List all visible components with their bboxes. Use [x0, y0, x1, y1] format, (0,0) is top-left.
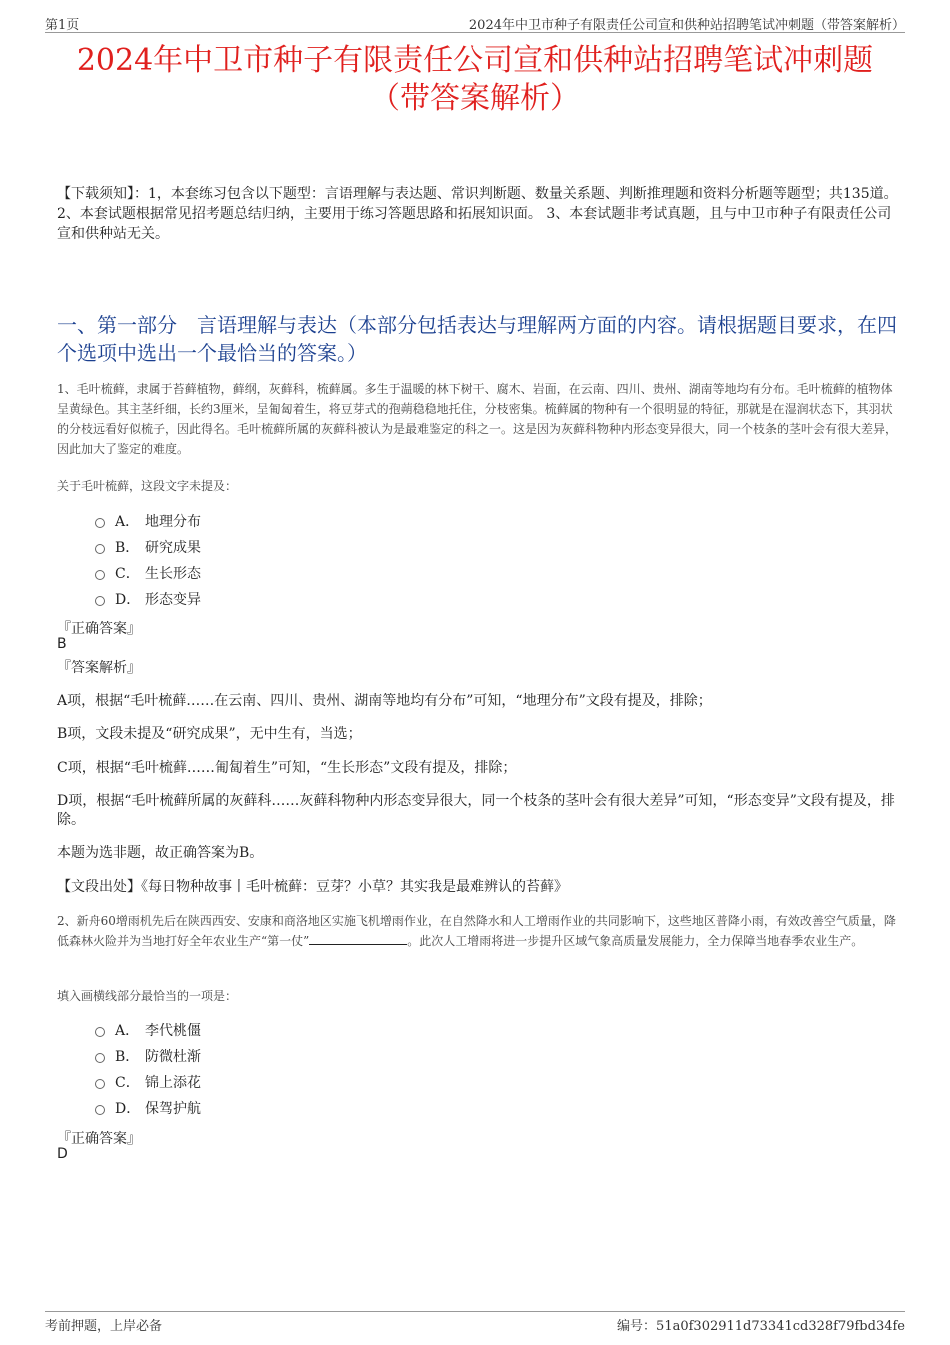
q1-analysis-b: B项，文段未提及“研究成果”，无中生有，当选； — [57, 726, 362, 742]
radio-icon[interactable] — [95, 596, 105, 606]
q1-option-a[interactable]: A． 地理分布 — [95, 508, 201, 534]
radio-icon[interactable] — [95, 518, 105, 528]
page-number: 第1页 — [45, 18, 80, 33]
footer-slogan: 考前押题，上岸必备 — [45, 1319, 163, 1334]
q1-analysis-a: A项，根据“毛叶梳藓……在云南、四川、贵州、湖南等地均有分布”可知，“地理分布”文段有提及，排除； — [57, 693, 712, 709]
q1-answer-label: 『正确答案』 — [57, 621, 141, 637]
question-2-prompt: 填入画横线部分最恰当的一项是： — [57, 989, 238, 1003]
question-1-options — [95, 508, 201, 612]
question-1-prompt: 关于毛叶梳藓，这段文字未提及： — [57, 479, 238, 493]
q1-source: 【文段出处】《每日物种故事丨毛叶梳藓：豆芽？小草？其实我是最难辨认的苔藓》 — [57, 879, 568, 895]
title-line-2: （带答案解析） — [370, 81, 580, 116]
radio-icon[interactable] — [95, 544, 105, 554]
download-notice: 【下载须知】：1，本套练习包含以下题型：言语理解与表达题、常识判断题、数量关系题、判断推理题和资料分析题等题型；共135道。 2、本套试题根据常见招考题总结归纳，主要用于练习答题思路和拓展知识面。 3、本套试题非考试真题，且与中卫市种子有限责任公司宣和供种站无关。 — [57, 186, 898, 242]
question-1-text: 1、毛叶梳藓，隶属于苔藓植物，藓纲，灰藓科，梳藓属。多生于温暖的林下树干、腐木、岩面，在云南、四川、贵州、湖南等地均有分布。毛叶梳藓的植物体呈黄绿色。其主茎纤细，长约3厘米，呈匍匐着生，将豆芽式的孢蒴稳稳地托住，分枝密集。梳藓属的物种有一个很明显的特征，那就是在湿润状态下，其羽状的分枝远看好似梳子，因此得名。毛叶梳藓所属的灰藓科被认为是最难鉴定的科之一。这是因为灰藓科物种内形态变异很大，同一个枝条的茎叶会有很大差异，因此加大了鉴定的难度。 — [57, 382, 898, 456]
radio-icon[interactable] — [95, 1105, 105, 1115]
q1-option-c[interactable]: C． 生长形态 — [95, 560, 201, 586]
q2-option-c[interactable]: C． 锦上添花 — [95, 1069, 201, 1095]
q1-analysis-d: D项，根据“毛叶梳藓所属的灰藓科……灰藓科物种内形态变异很大，同一个枝条的茎叶会有很大差异”可知，“形态变异”文段有提及，排除。 — [57, 793, 895, 828]
page-header — [45, 12, 905, 33]
fill-blank — [309, 932, 407, 945]
footer-doc-id: 编号：51a0f302911d73341cd328f79fbd34fe — [617, 1319, 905, 1334]
q1-option-b[interactable]: B． 研究成果 — [95, 534, 201, 560]
title-line-1: 2024年中卫市种子有限责任公司宣和供种站招聘笔试冲刺题 — [76, 43, 874, 78]
radio-icon[interactable] — [95, 1079, 105, 1089]
q1-option-d[interactable]: D． 形态变异 — [95, 586, 201, 612]
q1-analysis-conclusion: 本题为选非题，故正确答案为B。 — [57, 845, 264, 861]
q2-answer-value: D — [57, 1146, 68, 1162]
q1-analysis-label: 『答案解析』 — [57, 660, 141, 676]
q1-answer-value: B — [57, 636, 67, 652]
radio-icon[interactable] — [95, 1027, 105, 1037]
document-title — [40, 42, 910, 118]
header-doc-title: 2024年中卫市种子有限责任公司宣和供种站招聘笔试冲刺题（带答案解析） — [468, 18, 905, 33]
q1-analysis-c: C项，根据“毛叶梳藓……匍匐着生”可知，“生长形态”文段有提及，排除； — [57, 760, 517, 776]
q2-answer-label: 『正确答案』 — [57, 1131, 141, 1147]
radio-icon[interactable] — [95, 570, 105, 580]
question-2-options — [95, 1017, 201, 1121]
radio-icon[interactable] — [95, 1053, 105, 1063]
section-heading: 一、第一部分 言语理解与表达（本部分包括表达与理解两方面的内容。请根据题目要求，在四个选项中选出一个最恰当的答案。） — [57, 313, 897, 365]
question-2-text: 2、新舟60增雨机先后在陕西西安、安康和商洛地区实施飞机增雨作业，在自然降水和人工增雨作业的共同影响下，这些地区普降小雨，有效改善空气质量，降低森林火险并为当地打好全年农业生产“第一仗” 。此次人工增雨将进一步提升区域气象高质量发展能力，全力保障当地春季农业生产。 — [57, 914, 896, 948]
q2-option-a[interactable]: A． 李代桃僵 — [95, 1017, 201, 1043]
q2-option-d[interactable]: D． 保驾护航 — [95, 1095, 201, 1121]
q2-option-b[interactable]: B． 防微杜渐 — [95, 1043, 201, 1069]
page-footer — [45, 1311, 905, 1332]
